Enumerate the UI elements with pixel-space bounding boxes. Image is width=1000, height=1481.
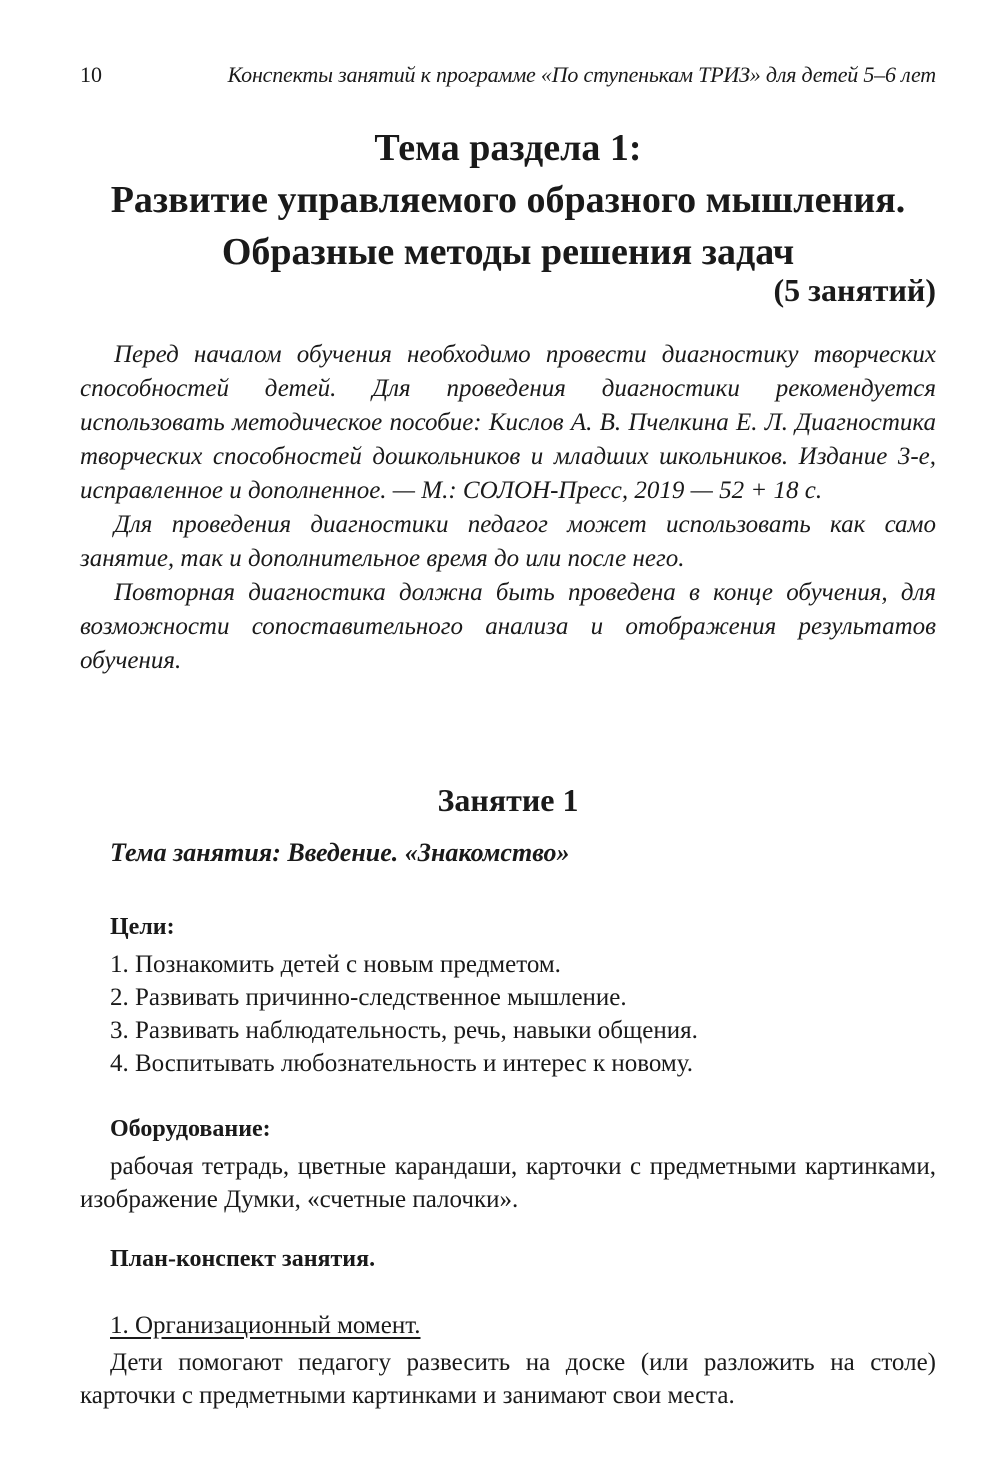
equipment-heading: Оборудование: <box>110 1116 271 1142</box>
intro-paragraph: Перед началом обучения необходимо провести диагностику творческих способностей детей. Для проведения диагностики рекомендуется использовать методическое пособие: Кислов А. В. Пчелкина Е. Л. Диагностика творческих способностей дошкольников и младших школьников. Издание 3-е, исправленное и дополненное. — М.: СОЛОН-Пресс, 2019 — 52 + 18 с. <box>80 341 936 504</box>
intro-paragraph: Повторная диагностика должна быть проведена в конце обучения, для возможности сопоставительного анализа и отображения результатов обучения. <box>80 579 936 674</box>
goal-item: 2. Развивать причинно-следственное мышление. <box>110 984 627 1011</box>
goals-list <box>110 948 698 1080</box>
org-moment-text: Дети помогают педагогу развесить на доске (или разложить на столе) карточки с предметными картинками и занимают свои места. <box>80 1349 936 1409</box>
lesson-topic: Тема занятия: Введение. «Знакомство» <box>110 838 570 867</box>
goal-item: 4. Воспитывать любознательность и интерес к новому. <box>110 1050 693 1077</box>
org-moment-heading: 1. Организационный момент. <box>110 1312 421 1339</box>
goal-item: 1. Познакомить детей с новым предметом. <box>110 951 561 978</box>
goals-heading: Цели: <box>110 914 175 940</box>
section-title-line-2: Развитие управляемого образного мышления. <box>110 179 906 221</box>
page-number: 10 <box>80 62 102 87</box>
plan-heading: План-конспект занятия. <box>110 1246 376 1272</box>
section-title <box>80 122 936 278</box>
equipment-text: рабочая тетрадь, цветные карандаши, карточки с предметными картинками, изображение Думки, «счетные палочки». <box>80 1153 936 1213</box>
intro-text <box>80 338 936 678</box>
goal-item: 3. Развивать наблюдательность, речь, навыки общения. <box>110 1017 698 1044</box>
lesson-title: Занятие 1 <box>437 782 579 818</box>
section-title-line-1: Тема раздела 1: <box>374 127 642 169</box>
running-title: Конспекты занятий к программе «По ступенькам ТРИЗ» для детей 5–6 лет <box>227 62 936 87</box>
intro-paragraph: Для проведения диагностики педагог может использовать как само занятие, так и дополнительное время до или после него. <box>80 511 936 572</box>
section-title-line-3: Образные методы решения задач <box>221 231 795 273</box>
running-head <box>80 62 936 88</box>
lesson-count: (5 занятий) <box>773 272 936 308</box>
